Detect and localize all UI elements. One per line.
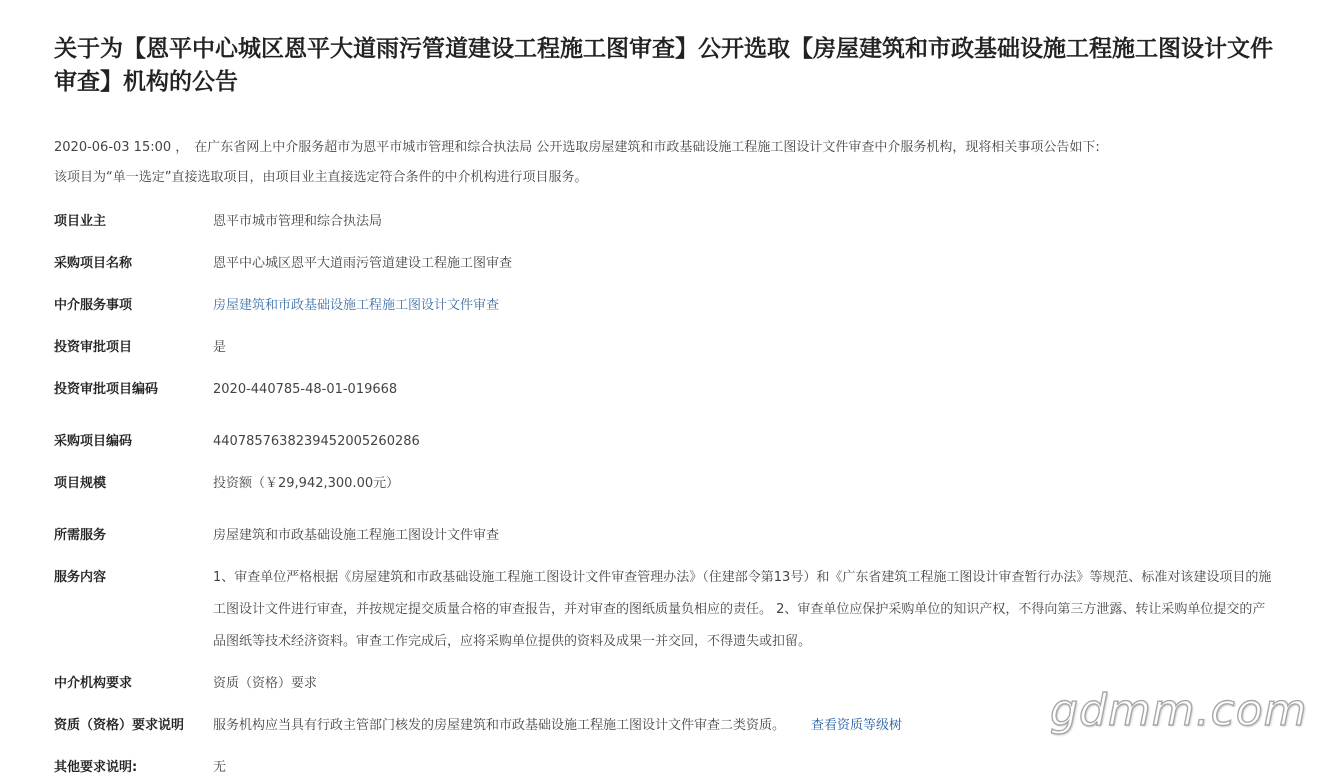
intro-paragraph: [54, 138, 1284, 158]
field-value: 是: [213, 340, 227, 355]
field-value: 440785763823945200526028​6: [213, 434, 420, 449]
field-label: 采购项目名称: [54, 256, 133, 271]
intro-note: 该项目为“单一选定”直接选取项目，由项目业主直接选定符合条件的中介机构进行项目服务。: [54, 170, 588, 185]
field-label: 采购项目编码: [54, 434, 133, 449]
field-label: 项目业主: [54, 214, 107, 229]
field-value: 1、审查单位严格根据《房屋建筑和市政基础设施工程施工图设计文件审查管理办法》（住建部令第13号）和《广东省建筑工程施工图设计审查暂行办法》等规范、标准对该建设项目的施工图设计文件进行审查，并按规定提交质量合格的审查报告，并对审查的图纸质量负相应的责任。 2、审查单位应保护采购单位的知识产权，不得向第三方泄露、转让采购单位提交的产品图纸等技术经济资料。审查工作完成后，应将采购单位提供的资料及成果一并交回，不得遗失或扣留。: [213, 570, 1272, 649]
service-item-link[interactable]: 房屋建筑和市政基础设施工程施工图设计文件审查: [213, 298, 500, 313]
field-value: 房屋建筑和市政基础设施工程施工图设计文件审查: [213, 528, 500, 543]
qualification-text: 服务机构应当具有行政主管部门核发的房屋建筑和市政基础设施工程施工图设计文件审查二类资质。: [213, 718, 786, 733]
field-label: 投资审批项目编码: [54, 382, 159, 397]
field-label: 所需服务: [54, 528, 107, 543]
page-title: 关于为【恩平中心城区恩平大道雨污管道建设工程施工图审查】公开选取【房屋建筑和市政基础设施工程施工图设计文件审查】机构的公告: [54, 36, 1273, 95]
field-value: 投资额（￥29,942,300.00元）: [213, 476, 400, 491]
site-watermark: gdmm.com: [1050, 685, 1308, 736]
field-label: 中介机构要求: [54, 676, 133, 691]
view-qualification-tree-link[interactable]: 查看资质等级树: [811, 718, 903, 733]
field-label: 服务内容: [54, 570, 107, 585]
intro-text: 在广东省网上中介服务超市为恩平市城市管理和综合执法局 公开选取房屋建筑和市政基础设施工程施工图设计文件审查中介服务机构，现将相关事项公告如下:: [194, 140, 1100, 155]
field-value: 恩平市城市管理和综合执法局: [213, 214, 383, 229]
field-label: 中介服务事项: [54, 298, 133, 313]
field-value: 资质（资格）要求: [213, 676, 318, 691]
field-value: 无: [213, 760, 227, 775]
field-label: 项目规模: [54, 476, 107, 491]
field-label: 资质（资格）要求说明: [54, 718, 185, 733]
publish-datetime: 2020-06-03 15:00 ，: [54, 140, 189, 155]
field-value: 2020-440785-48-01-019668: [213, 382, 398, 397]
field-value: 恩平中心城区恩平大道雨污管道建设工程施工图审查: [213, 256, 513, 271]
field-label: 其他要求说明:: [54, 760, 138, 775]
field-label: 投资审批项目: [54, 340, 133, 355]
